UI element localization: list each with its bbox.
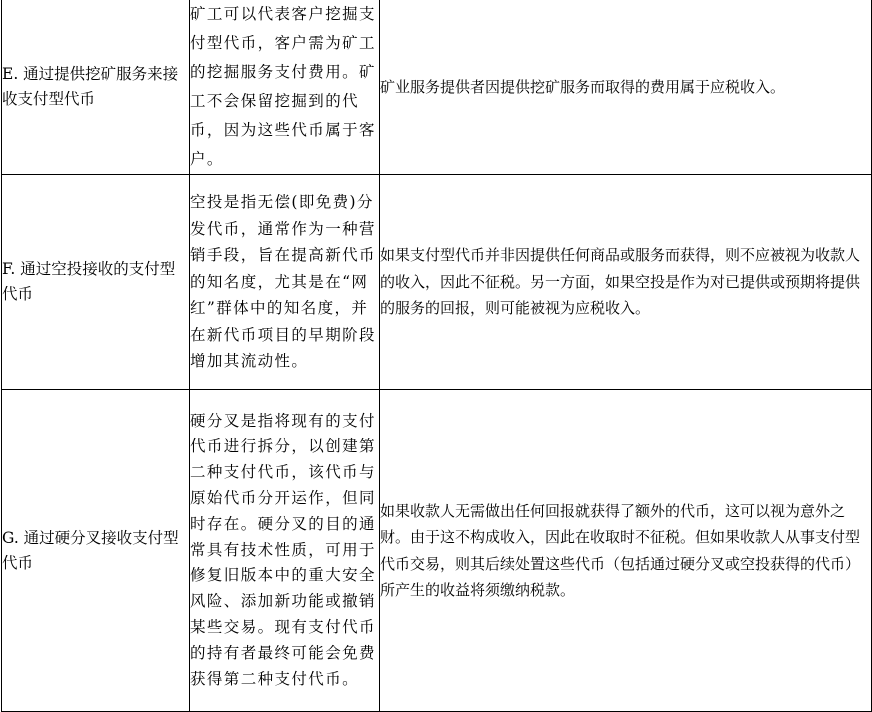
method-cell: E. 通过提供挖矿服务来接收支付型代币 — [2, 0, 190, 175]
definition-cell: 矿工可以代表客户挖掘支付型代币，客户需为矿工的挖掘服务支付费用。矿工不会保留挖掘到的代币，因为这些代币属于客户。 — [190, 0, 380, 175]
table-row — [2, 0, 872, 175]
tax-treatment-cell: 如果收款人无需做出任何回报就获得了额外的代币，这可以视为意外之财。由于这不构成收入，因此在收取时不征税。但如果收款人从事支付型代币交易，则其后续处置这些代币（包括通过硬分叉或空投获得的代币）所产生的收益将须缴纳税款。 — [380, 390, 872, 712]
definition-cell: 硬分叉是指将现有的支付代币进行拆分，以创建第二种支付代币，该代币与原始代币分开运作，但同时存在。硬分叉的目的通常具有技术性质，可用于修复旧版本中的重大安全风险、添加新功能或撤销某些交易。现有支付代币的持有者最终可能会免费获得第二种支付代币。 — [190, 390, 380, 712]
table-row — [2, 175, 872, 390]
tax-treatment-table — [1, 0, 872, 712]
tax-treatment-cell: 如果支付型代币并非因提供任何商品或服务而获得，则不应被视为收款人的收入，因此不征税。另一方面，如果空投是作为对已提供或预期将提供的服务的回报，则可能被视为应税收入。 — [380, 175, 872, 390]
table-row — [2, 390, 872, 712]
tax-treatment-cell: 矿业服务提供者因提供挖矿服务而取得的费用属于应税收入。 — [380, 0, 872, 175]
method-cell: F. 通过空投接收的支付型代币 — [2, 175, 190, 390]
definition-cell: 空投是指无偿(即免费)分发代币，通常作为一种营销手段，旨在提高新代币的知名度，尤其是在“网红”群体中的知名度，并在新代币项目的早期阶段增加其流动性。 — [190, 175, 380, 390]
method-cell: G. 通过硬分叉接收支付型代币 — [2, 390, 190, 712]
